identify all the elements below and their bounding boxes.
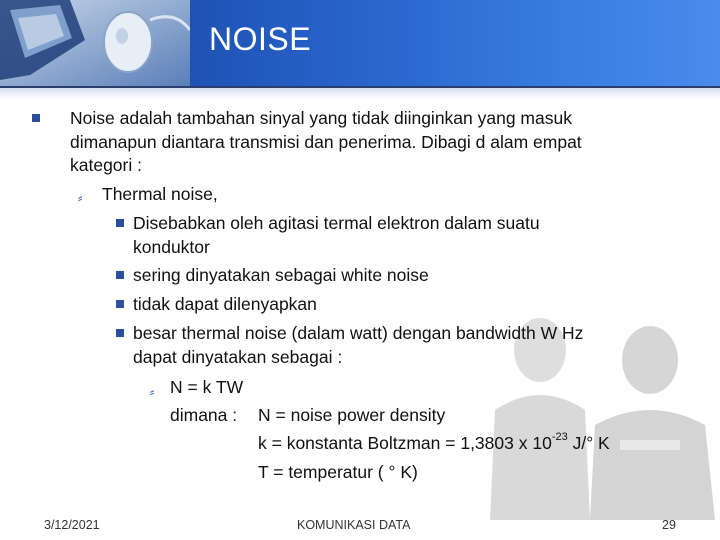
thermal-noise-heading: Thermal noise, — [102, 184, 218, 204]
footer-date: 3/12/2021 — [44, 518, 100, 532]
formula: N = k TW — [170, 377, 244, 397]
definition-t: T = temperatur ( ° K) — [258, 462, 418, 482]
sub-bullet-4-line-2: dapat dinyatakan sebagai : — [133, 347, 343, 367]
sub-bullet-3: tidak dapat dilenyapkan — [133, 294, 317, 314]
definition-k-text: k = konstanta Boltzman = 1,3803 x 10 — [258, 433, 552, 453]
definition-k-exponent: -23 — [551, 431, 568, 444]
square-bullet-icon — [116, 219, 124, 227]
definition-n: N = noise power density — [258, 405, 446, 425]
main-bullet-line-2: dimanapun diantara transmisi dan penerima. Dibagi d alam empat — [70, 132, 582, 152]
square-bullet-icon — [116, 271, 124, 279]
sub-bullet-4-line-1: besar thermal noise (dalam watt) dengan bandwidth W Hz — [133, 323, 584, 343]
sub-bullet-1-line-1: Disebabkan oleh agitasi termal elektron dalam suatu — [133, 213, 540, 233]
footer-page-number: 29 — [662, 518, 676, 532]
definition-k — [258, 432, 610, 454]
definitions-prefix: dimana : — [170, 405, 238, 425]
dash-bullet-icon: ⸗ — [150, 384, 155, 399]
dash-bullet-icon: ⸗ — [78, 190, 83, 205]
slide-title: NOISE — [208, 21, 312, 57]
definition-k-unit: J/° K — [567, 433, 610, 453]
footer-title: KOMUNIKASI DATA — [297, 518, 411, 532]
main-bullet-line-1: Noise adalah tambahan sinyal yang tidak diinginkan yang masuk — [70, 108, 572, 128]
sub-bullet-1-line-2: konduktor — [133, 237, 210, 257]
sub-bullet-2: sering dinyatakan sebagai white noise — [133, 265, 429, 285]
main-bullet-line-3: kategori : — [70, 155, 142, 175]
square-bullet-icon — [116, 300, 124, 308]
square-bullet-icon — [116, 329, 124, 337]
square-bullet-icon — [32, 114, 40, 122]
